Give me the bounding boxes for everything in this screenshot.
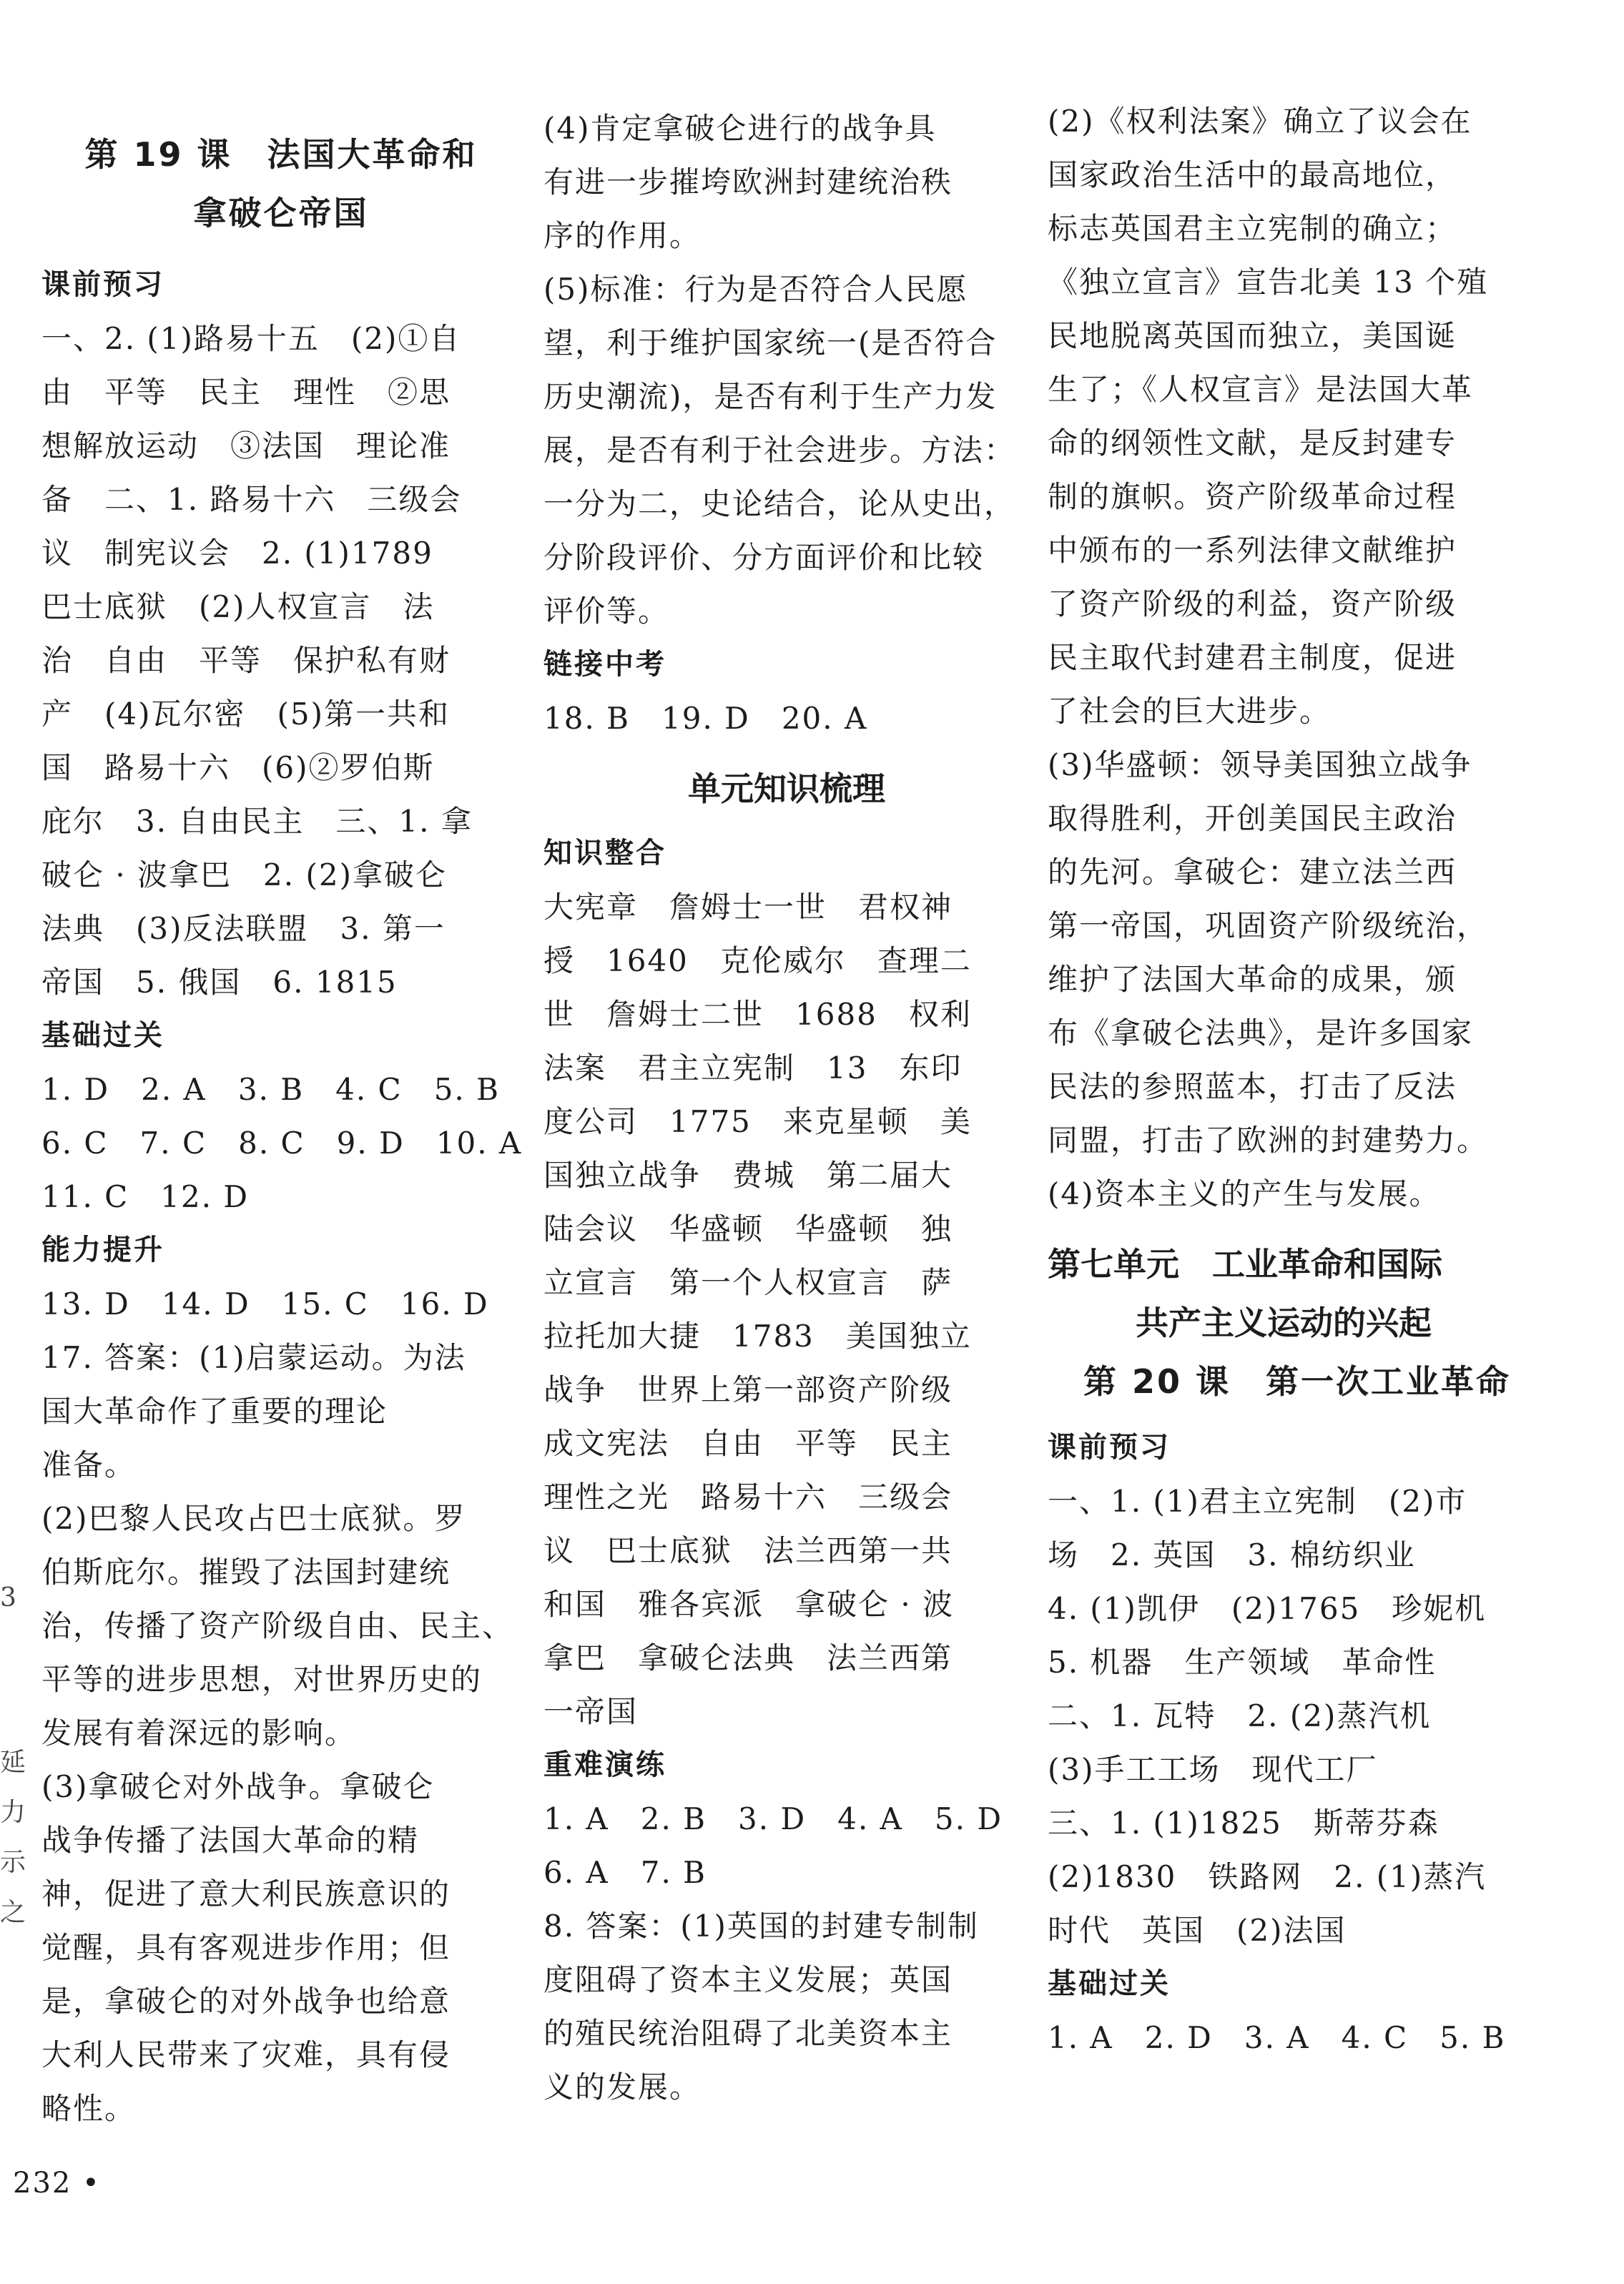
answer-line: 评价等。 [543,594,670,629]
section-heading-difficult: 重难演练 [543,1748,666,1781]
answer-line: 有进一步摧垮欧洲封建统治秩 [543,164,953,200]
edge-fragment: 延 [0,1748,26,1777]
answer-line: 备 二、1. 路易十六 三级会 [41,482,462,517]
answer-line: 想解放运动 ③法国 理论准 [41,428,451,463]
unit-summary-title: 单元知识梳理 [688,769,885,808]
answer-line: 拿巴 拿破仑法典 法兰西第 [543,1640,953,1675]
answer-line: 度公司 1775 来克星顿 美 [543,1104,972,1139]
lesson-19-title-line-1: 第 19 课 法国大革命和 [84,135,478,174]
section-heading-ability: 能力提升 [41,1234,164,1266]
answer-line: 三、1. (1)1825 斯蒂芬森 [1048,1806,1440,1841]
answer-line: 治，传播了资产阶级自由、民主、 [41,1608,514,1643]
answer-line: 平等的进步思想，对世界历史的 [41,1662,483,1697]
column-3 [1048,94,1520,2064]
answer-line: 生了；《人权宣言》是法国大革 [1048,372,1474,407]
section-heading-link-exam: 链接中考 [543,648,666,681]
difficult-answers [543,1792,1030,2114]
answer-line: (3)华盛顿：领导美国独立战争 [1048,747,1472,782]
answer-line: 二、1. 瓦特 2. (2)蒸汽机 [1048,1698,1432,1733]
answer-line: 的殖民统治阻碍了北美资本主 [543,2016,953,2051]
answer-line: (2)巴黎人民攻占巴士底狱。罗 [41,1501,466,1536]
answer-line: 神，促进了意大利民族意识的 [41,1876,451,1911]
answer-line: 序的作用。 [543,218,702,253]
answer-line: 场 2. 英国 3. 棉纺织业 [1048,1537,1416,1572]
answer-line: 发展有着深远的影响。 [41,1716,357,1751]
answer-line: 民地脱离英国而独立，美国诞 [1048,318,1457,353]
answer-line: 大宪章 詹姆士一世 君权神 [543,890,953,925]
answer-line: (4)肯定拿破仑进行的战争具 [543,111,937,146]
continued-answers [1048,94,1520,1221]
answer-line: 略性。 [41,2091,137,2126]
column-2 [543,102,1030,2114]
answer-line: 《独立宣言》宣告北美 13 个殖 [1048,265,1489,300]
answer-line: 法典 (3)反法联盟 3. 第一 [41,911,446,946]
section-heading-basic: 基础过关 [1048,1967,1171,2000]
answer-line: 命的纲领性文献，是反封建专 [1048,425,1457,461]
answer-line: 中颁布的一系列法律文献维护 [1048,533,1457,568]
answer-line: (4)资本主义的产生与发展。 [1048,1176,1441,1211]
link-answers [543,691,1030,745]
answer-line: 1. A 2. B 3. D 4. A 5. D [543,1801,1003,1836]
answer-line: 陆会议 华盛顿 华盛顿 独 [543,1211,953,1246]
section-heading-preview: 课前预习 [41,268,164,301]
answer-line: 制的旗帜。资产阶级革命过程 [1048,479,1457,514]
answer-line: 1. A 2. D 3. A 4. C 5. B [1048,2020,1506,2055]
answer-line: 准备。 [41,1447,137,1482]
basic-answers [1048,2011,1520,2064]
answer-line: 破仑 · 波拿巴 2. (2)拿破仑 [41,857,447,892]
column-1 [41,125,521,2135]
left-edge-fragments [0,1359,26,1938]
answer-line: (2)《权利法案》确立了议会在 [1048,104,1472,139]
answer-line: 一分为二，史论结合，论从史出， [543,486,1016,521]
answer-line: 分阶段评价、分方面评价和比较 [543,540,985,575]
answer-line: 世 詹姆士二世 1688 权利 [543,997,972,1032]
answer-line: 一、2. (1)路易十五 (2)①自 [41,321,461,356]
answer-line: 标志英国君主立宪制的确立； [1048,211,1457,246]
answer-line: 授 1640 克伦威尔 查理二 [543,943,972,978]
answer-line: (3)手工工场 现代工厂 [1048,1752,1378,1787]
edge-fragment: 之 [0,1898,26,1927]
answer-line: 展，是否有利于社会进步。方法： [543,433,1016,468]
answer-line: 一帝国 [543,1694,639,1729]
edge-fragment: 示 [0,1848,26,1877]
answer-line: 议 巴士底狱 法兰西第一共 [543,1533,953,1568]
answer-line: 战争 世界上第一部资产阶级 [543,1372,953,1407]
answer-line: 13. D 14. D 15. C 16. D [41,1286,489,1321]
answer-line: 6. C 7. C 8. C 9. D 10. A [41,1126,523,1161]
answer-line: 伯斯庇尔。摧毁了法国封建统 [41,1555,451,1590]
answer-line: 民法的参照蓝本，打击了反法 [1048,1069,1457,1104]
preview-answers [41,312,521,1009]
answer-line: 战争传播了法国大革命的精 [41,1823,420,1858]
answer-line: 18. B 19. D 20. A [543,701,868,736]
section-heading-integration: 知识整合 [543,837,666,870]
answer-line: 帝国 5. 俄国 6. 1815 [41,965,398,1000]
answer-line: 和国 雅各宾派 拿破仑 · 波 [543,1587,955,1622]
answer-line: 望，利于维护国家统一(是否符合 [543,325,998,360]
answer-line: 一、1. (1)君主立宪制 (2)市 [1048,1484,1467,1519]
answer-line: 民主取代封建君主制度，促进 [1048,640,1457,675]
answer-line: 国家政治生活中的最高地位， [1048,157,1457,192]
answer-line: 历史潮流)，是否有利于生产力发 [543,379,998,414]
basic-answers [41,1063,521,1224]
answer-line: 产 (4)瓦尔密 (5)第一共和 [41,696,450,732]
answer-line: 4. (1)凯伊 (2)1765 珍妮机 [1048,1591,1487,1626]
answer-line: 拉托加大捷 1783 美国独立 [543,1319,972,1354]
unit-7-title-line-2: 共产主义运动的兴起 [1136,1304,1432,1342]
preview-answers [1048,1475,1520,1957]
answer-line: 巴士底狱 (2)人权宣言 法 [41,589,435,624]
answer-line: 了社会的巨大进步。 [1048,694,1332,729]
unit-7-title-line-1: 第七单元 工业革命和国际 [1048,1245,1442,1284]
answer-line: 了资产阶级的利益，资产阶级 [1048,586,1457,621]
answer-line: 5. 机器 生产领域 革命性 [1048,1645,1437,1680]
answer-line: 取得胜利，开创美国民主政治 [1048,801,1457,836]
answer-line: 立宣言 第一个人权宣言 萨 [543,1265,953,1300]
page-number: 232 • [13,2167,101,2200]
answer-line: 1. D 2. A 3. B 4. C 5. B [41,1072,500,1107]
answer-line: 布《拿破仑法典》，是许多国家 [1048,1015,1474,1050]
integration-answers [543,880,1030,1738]
answer-line: (5)标准：行为是否符合人民愿 [543,272,968,307]
edge-fragment: 3 [0,1583,16,1613]
answer-line: 17. 答案：(1)启蒙运动。为法 [41,1340,466,1375]
answer-line: 6. A 7. B [543,1855,707,1890]
answer-line: 成文宪法 自由 平等 民主 [543,1426,953,1461]
answer-line: 国 路易十六 (6)②罗伯斯 [41,750,435,785]
answer-line: (2)1830 铁路网 2. (1)蒸汽 [1048,1859,1487,1894]
answer-line: 觉醒，具有客观进步作用；但 [41,1930,451,1965]
answer-line: 庇尔 3. 自由民主 三、1. 拿 [41,804,473,839]
answer-line: 时代 英国 (2)法国 [1048,1913,1347,1948]
answer-line: 国独立战争 费城 第二届大 [543,1158,953,1193]
answer-line: 同盟，打击了欧洲的封建势力。 [1048,1123,1489,1158]
answer-line: 国大革命作了重要的理论 [41,1394,388,1429]
edge-fragment: 力 [0,1798,26,1827]
answer-line: 的先河。拿破仑：建立法兰西 [1048,855,1457,890]
answer-line: 治 自由 平等 保护私有财 [41,643,451,678]
lesson-19-title-line-2: 拿破仑帝国 [193,194,369,232]
answer-line: 大利人民带来了灾难，具有侵 [41,2037,451,2072]
continued-answers [543,102,1030,638]
answer-line: 议 制宪议会 2. (1)1789 [41,536,433,571]
answer-line: 理性之光 路易十六 三级会 [543,1480,953,1515]
section-heading-preview: 课前预习 [1048,1431,1171,1464]
answer-line: 8. 答案：(1)英国的封建专制制 [543,1909,979,1944]
answer-line: 法案 君主立宪制 13 东印 [543,1050,963,1086]
answer-line: 11. C 12. D [41,1179,250,1214]
ability-answers [41,1277,521,2135]
answer-line: 第一帝国，巩固资产阶级统治， [1048,908,1489,943]
answer-line: 义的发展。 [543,2069,702,2105]
answer-line: 维护了法国大革命的成果，颁 [1048,962,1457,997]
answer-line: 度阻碍了资本主义发展；英国 [543,1962,953,1997]
answer-line: 由 平等 民主 理性 ②思 [41,375,451,410]
answer-line: (3)拿破仑对外战争。拿破仑 [41,1769,435,1804]
lesson-20-title: 第 20 课 第一次工业革命 [1083,1362,1512,1401]
answer-line: 是，拿破仑的对外战争也给意 [41,1984,451,2019]
section-heading-basic: 基础过关 [41,1019,164,1052]
